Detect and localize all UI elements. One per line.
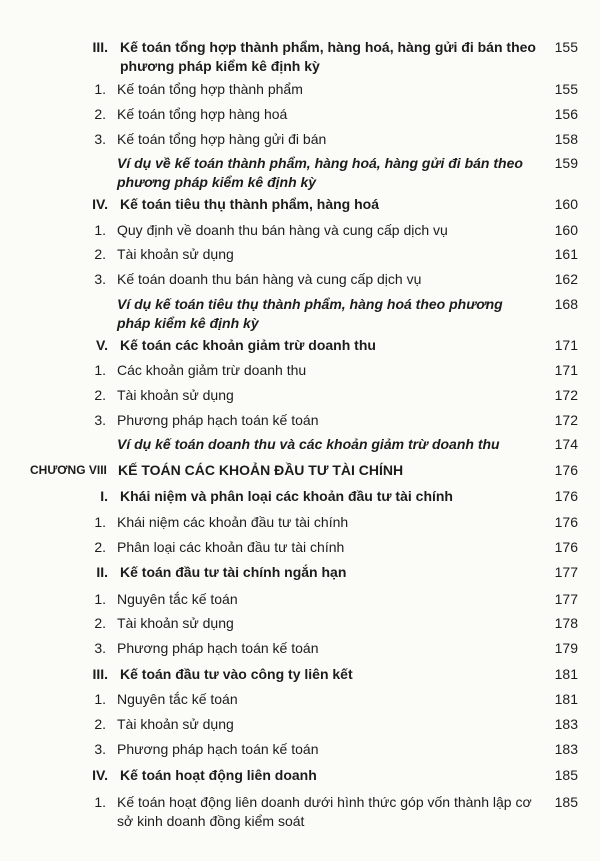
entry-number: III. [92, 39, 108, 55]
entry-number: 1. [94, 81, 106, 97]
entry-number: 3. [94, 640, 106, 656]
entry-number: II. [96, 564, 108, 580]
page-number: 172 [554, 412, 578, 428]
page-number: 158 [554, 131, 578, 147]
entry-title: Kế toán các khoản giảm trừ doanh thu [120, 337, 376, 353]
page-number: 174 [554, 436, 578, 452]
entry-title: KẾ TOÁN CÁC KHOẢN ĐẦU TƯ TÀI CHÍNH [118, 462, 404, 478]
entry-number: 2. [94, 387, 106, 403]
page-number: 161 [554, 246, 578, 262]
entry-number: 3. [94, 741, 106, 757]
entry-title: Khái niệm các khoản đầu tư tài chính [117, 514, 349, 530]
page-number: 183 [554, 741, 578, 757]
page-number: 176 [554, 488, 578, 504]
entry-number: 2. [94, 246, 106, 262]
page-number: 162 [554, 271, 578, 287]
entry-title: Kế toán hoạt động liên doanh [120, 767, 317, 783]
entry-number: 2. [94, 539, 106, 555]
entry-title: Kế toán tổng hợp hàng hoá [117, 106, 288, 122]
entry-title: Ví dụ kế toán doanh thu và các khoản giảm trừ doanh thu [117, 436, 500, 452]
entry-title: Tài khoản sử dụng [117, 716, 234, 732]
page-number: 185 [554, 767, 578, 783]
page-number: 159 [554, 155, 578, 171]
page-number: 156 [554, 106, 578, 122]
entry-title: Phân loại các khoản đầu tư tài chính [117, 539, 345, 555]
entry-number: 1. [94, 794, 106, 810]
entry-number: 2. [94, 716, 106, 732]
page-number: 176 [554, 462, 578, 478]
page-number: 177 [554, 591, 578, 607]
page-number: 179 [554, 640, 578, 656]
page-number: 155 [554, 81, 578, 97]
page-number: 176 [554, 514, 578, 530]
page-number: 178 [554, 615, 578, 631]
entry-title: Kế toán đầu tư vào công ty liên kết [120, 666, 353, 682]
entry-number: 1. [94, 691, 106, 707]
entry-number: CHƯƠNG VIII [30, 463, 107, 477]
page-number: 176 [554, 539, 578, 555]
page-number: 160 [554, 196, 578, 212]
entry-title: Phương pháp hạch toán kế toán [117, 741, 319, 757]
entry-number: 3. [94, 271, 106, 287]
entry-title: Tài khoản sử dụng [117, 246, 234, 262]
entry-number: I. [100, 488, 108, 504]
entry-title: Kế toán hoạt động liên doanh dưới hình thức góp vốn thành lập cơ sở kinh doanh đồng kiểm soát [117, 794, 532, 829]
page-number: 181 [554, 666, 578, 682]
page-number: 171 [554, 362, 578, 378]
page-number: 185 [554, 794, 578, 810]
page-number: 183 [554, 716, 578, 732]
entry-number: IV. [92, 196, 108, 212]
entry-number: IV. [92, 767, 108, 783]
entry-title: Ví dụ kế toán tiêu thụ thành phẩm, hàng hoá theo phương pháp kiểm kê định kỳ [117, 296, 503, 331]
entry-number: 1. [94, 362, 106, 378]
entry-number: 2. [94, 106, 106, 122]
entry-title: Tài khoản sử dụng [117, 615, 234, 631]
page-number: 168 [554, 296, 578, 312]
entry-title: Ví dụ về kế toán thành phẩm, hàng hoá, hàng gửi đi bán theo phương pháp kiểm kê định kỳ [117, 155, 523, 190]
page-number: 155 [554, 39, 578, 55]
page-number: 172 [554, 387, 578, 403]
entry-title: Kế toán tiêu thụ thành phẩm, hàng hoá [120, 196, 379, 212]
entry-title: Quy định về doanh thu bán hàng và cung cấp dịch vụ [117, 222, 448, 238]
entry-title: Tài khoản sử dụng [117, 387, 234, 403]
page-number: 160 [554, 222, 578, 238]
entry-number: 3. [94, 412, 106, 428]
entry-title: Kế toán đầu tư tài chính ngắn hạn [120, 564, 347, 580]
entry-title: Phương pháp hạch toán kế toán [117, 640, 319, 656]
entry-number: III. [92, 666, 108, 682]
entry-number: 2. [94, 615, 106, 631]
page-number: 171 [554, 337, 578, 353]
entry-title: Nguyên tắc kế toán [117, 691, 238, 707]
entry-title: Kế toán tổng hợp thành phẩm, hàng hoá, hàng gửi đi bán theo phương pháp kiểm kê định kỳ [120, 39, 536, 74]
page-number: 177 [554, 564, 578, 580]
entry-number: 1. [94, 222, 106, 238]
entry-title: Phương pháp hạch toán kế toán [117, 412, 319, 428]
entry-number: 3. [94, 131, 106, 147]
entry-title: Nguyên tắc kế toán [117, 591, 238, 607]
entry-title: Kế toán tổng hợp thành phẩm [117, 81, 303, 97]
entry-title: Kế toán doanh thu bán hàng và cung cấp dịch vụ [117, 271, 422, 287]
page-number: 181 [554, 691, 578, 707]
entry-number: V. [96, 337, 108, 353]
entry-number: 1. [94, 514, 106, 530]
entry-number: 1. [94, 591, 106, 607]
entry-title: Kế toán tổng hợp hàng gửi đi bán [117, 131, 327, 147]
entry-title: Các khoản giảm trừ doanh thu [117, 362, 307, 378]
entry-title: Khái niệm và phân loại các khoản đầu tư tài chính [120, 488, 453, 504]
